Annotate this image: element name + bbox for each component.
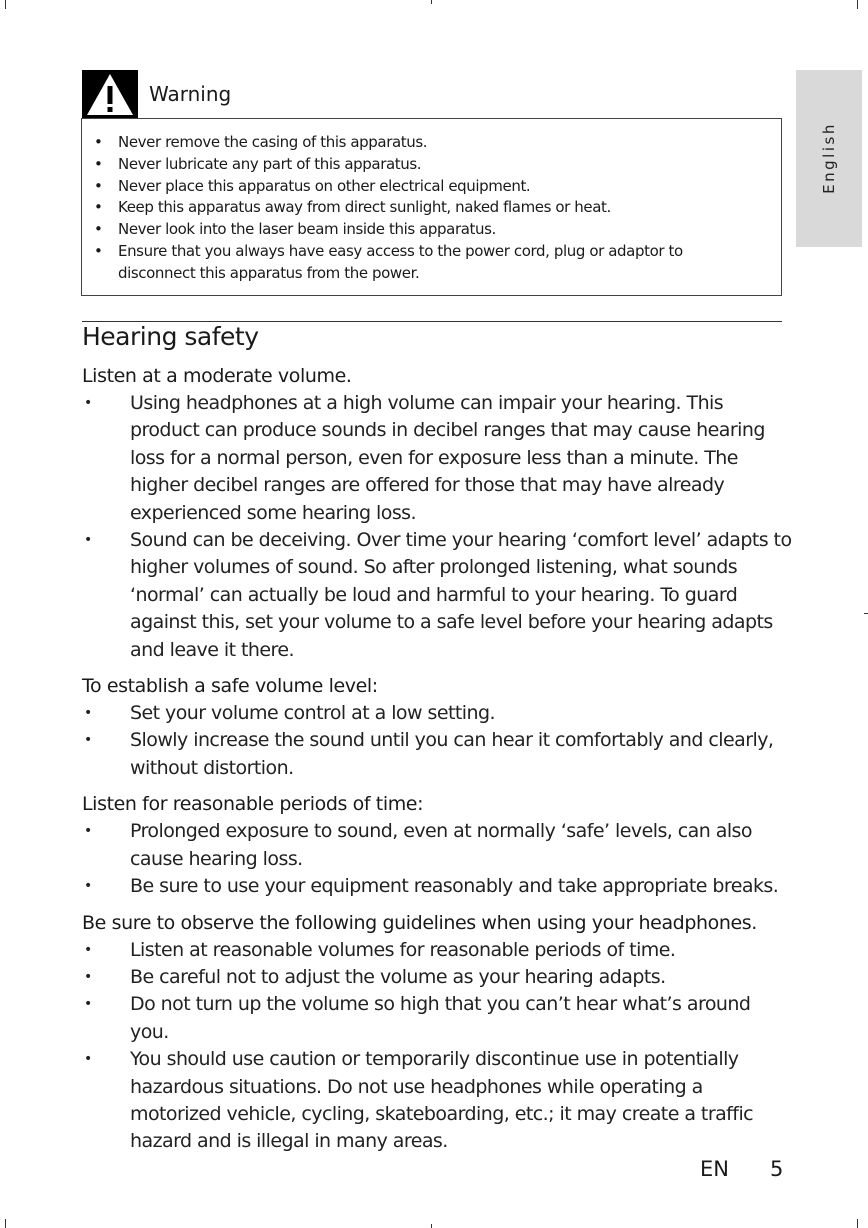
list-item: • Be careful not to adjust the volume as your hearing adapts. bbox=[82, 964, 792, 991]
list-item: • You should use caution or temporarily discontinue use in potentially hazardous situations. Do not use headphones while operating a motorized vehicle, cycling, skateboarding, etc.; it may create a traffic hazard and is illegal in many areas. bbox=[82, 1046, 792, 1156]
language-side-tab bbox=[796, 70, 862, 247]
group-heading: To establish a safe volume level: bbox=[82, 675, 378, 698]
bullet-list bbox=[82, 937, 792, 1156]
bullet-list bbox=[82, 700, 792, 782]
guideline-group bbox=[82, 909, 792, 1156]
crop-mark bbox=[431, 0, 432, 4]
crop-mark bbox=[5, 1219, 6, 1228]
group-heading: Listen for reasonable periods of time: bbox=[82, 793, 424, 816]
list-item: • Be sure to use your equipment reasonably and take appropriate breaks. bbox=[82, 873, 792, 900]
guideline-group bbox=[82, 672, 792, 782]
list-item: • Set your volume control at a low setting. bbox=[82, 700, 792, 727]
warning-item: • Never look into the laser beam inside this apparatus. bbox=[82, 219, 781, 241]
warning-title: Warning bbox=[149, 82, 232, 106]
guideline-group bbox=[82, 790, 792, 900]
warning-item: • Never remove the casing of this apparatus. bbox=[82, 132, 781, 154]
crop-mark bbox=[864, 613, 868, 614]
language-tab-label: English bbox=[820, 122, 838, 194]
group-heading: Be sure to observe the following guidelines when using your headphones. bbox=[82, 911, 757, 934]
warning-item: • Never place this apparatus on other electrical equipment. bbox=[82, 176, 781, 198]
footer-lang: EN bbox=[700, 1157, 729, 1181]
list-item: • Do not turn up the volume so high that you can’t hear what’s around you. bbox=[82, 991, 792, 1046]
warning-item: • Never lubricate any part of this apparatus. bbox=[82, 154, 781, 176]
crop-mark bbox=[857, 1219, 858, 1228]
list-item: • Prolonged exposure to sound, even at normally ‘safe’ levels, can also cause hearing loss. bbox=[82, 818, 792, 873]
crop-mark bbox=[431, 1224, 432, 1228]
warning-item: • Ensure that you always have easy access to the power cord, plug or adaptor to disconnect this apparatus from the power. bbox=[82, 241, 781, 285]
bullet-list bbox=[82, 390, 792, 664]
guideline-group bbox=[82, 362, 792, 664]
crop-mark bbox=[5, 0, 6, 9]
group-heading: Listen at a moderate volume. bbox=[82, 365, 352, 387]
page-number: 5 bbox=[770, 1157, 784, 1181]
section-title: Hearing safety bbox=[82, 322, 259, 351]
warning-triangle-icon bbox=[82, 70, 138, 118]
list-item: • Slowly increase the sound until you can hear it comfortably and clearly, without distortion. bbox=[82, 727, 792, 782]
hearing-safety-content bbox=[82, 362, 792, 1164]
list-item: • Listen at reasonable volumes for reasonable periods of time. bbox=[82, 937, 792, 964]
warning-box bbox=[81, 118, 782, 296]
crop-mark bbox=[857, 0, 858, 9]
warning-list bbox=[82, 119, 781, 285]
list-item: • Using headphones at a high volume can impair your hearing. This product can produce sounds in decibel ranges that may cause hearing loss for a normal person, even for exposure less than a minute. The higher decibel ranges are offered for those that may have already experienced some hearing loss. bbox=[82, 390, 792, 527]
list-item: • Sound can be deceiving. Over time your hearing ‘comfort level’ adapts to higher volumes of sound. So after prolonged listening, what sounds ‘normal’ can actually be loud and harmful to your hearing. To guard against this, set your volume to a safe level before your hearing adapts and leave it there. bbox=[82, 527, 792, 664]
bullet-list bbox=[82, 818, 792, 900]
warning-item: • Keep this apparatus away from direct sunlight, naked flames or heat. bbox=[82, 197, 781, 219]
